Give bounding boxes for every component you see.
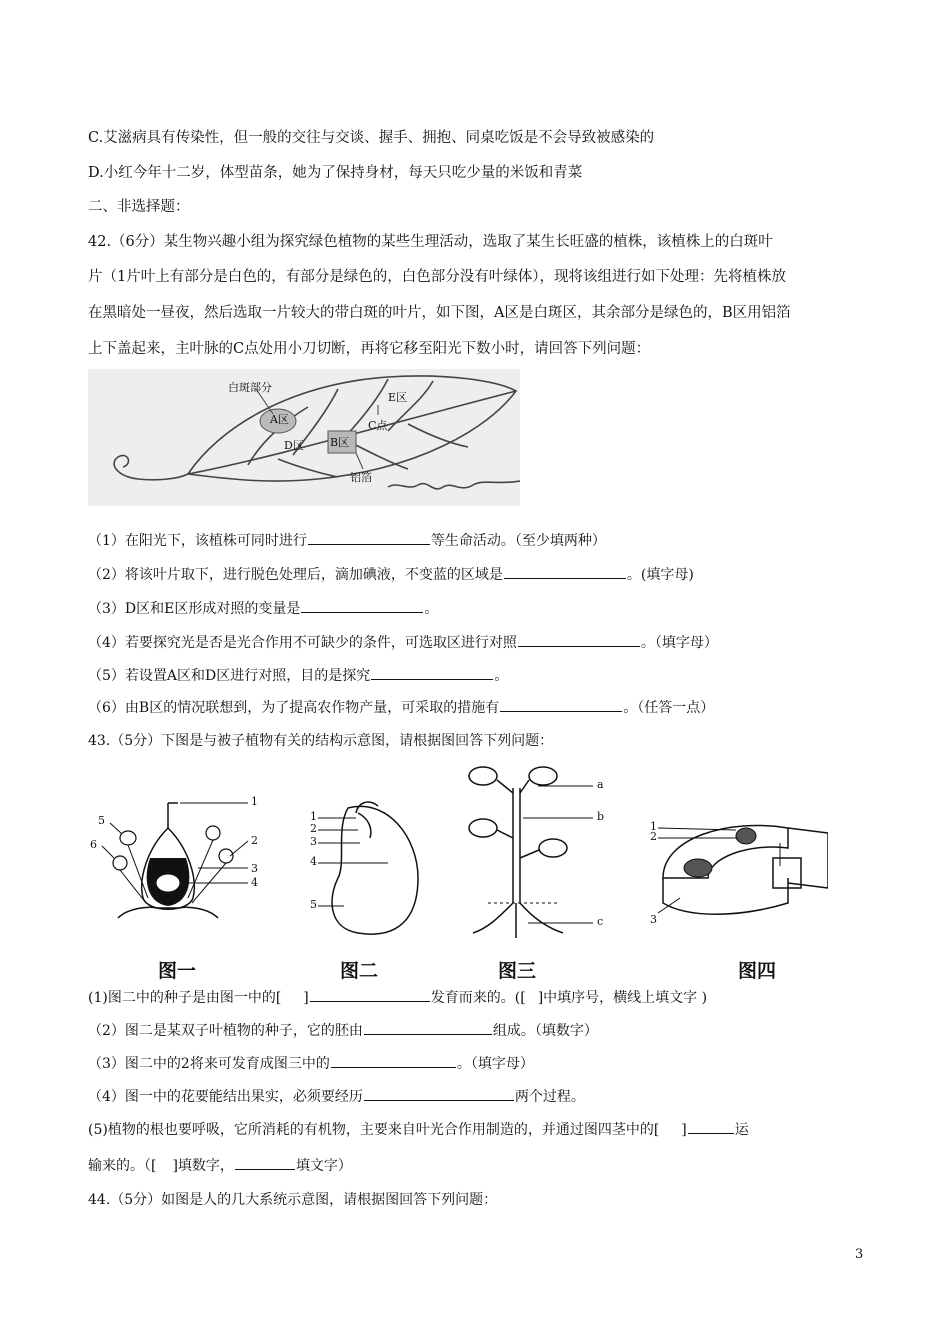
leaf-figure (88, 369, 520, 506)
fig1-label-4: 4 (251, 876, 258, 889)
q43-part3: （3）图二中的2将来可发育成图三中的 。（填字母） (88, 1053, 534, 1074)
answer-blank[interactable] (310, 987, 430, 1002)
fig2-label-3: 3 (310, 835, 317, 848)
label-e-zone: E区 (388, 391, 408, 404)
fig3-label-c: c (597, 915, 604, 928)
q43-part1: (1)图二中的种子是由图一中的[ ] 发育而来的。([ ]中填序号，横线上填文字 ) (88, 987, 707, 1008)
q42-part2: （2）将该叶片取下，进行脱色处理后，滴加碘液，不变蓝的区域是 。(填字母) (88, 564, 694, 585)
plant-structures-diagram (88, 758, 828, 983)
fig2-label-4: 4 (310, 855, 317, 868)
q44-title: 44.（5分）如图是人的几大系统示意图，请根据图回答下列问题： (88, 1192, 498, 1208)
q42-intro-line4: 上下盖起来，主叶脉的C点处用小刀切断，再将它移至阳光下数小时，请回答下列问题： (88, 341, 651, 357)
fig2-label-1: 1 (310, 810, 317, 823)
answer-blank[interactable] (364, 1020, 492, 1035)
plant-structures-figure (88, 758, 828, 983)
answer-blank[interactable] (331, 1053, 456, 1068)
q43-part2: （2）图二是某双子叶植物的种子，它的胚由 组成。（填数字） (88, 1020, 598, 1041)
q43-title: 43.（5分）下图是与被子植物有关的结构示意图，请根据图回答下列问题： (88, 733, 554, 749)
fig1-label-6: 6 (90, 838, 97, 851)
q43-part5-line1: (5)植物的根也要呼吸，它所消耗的有机物，主要来自叶光合作用制造的，并通过图四茎中的[ ] 运 (88, 1119, 749, 1140)
fig1-label-5: 5 (98, 814, 105, 827)
q43-part5-line2: 输来的。（[ ]填数字， 填文字） (88, 1155, 352, 1176)
fig2-title: 图二 (340, 960, 379, 982)
answer-blank[interactable] (688, 1119, 734, 1134)
label-white-part: 白斑部分 (228, 381, 272, 394)
fig4-label-2: 2 (650, 830, 657, 843)
q42-part4: （4）若要探究光是否是光合作用不可缺少的条件，可选取区进行对照 。（填字母） (88, 632, 718, 653)
leaf-diagram (88, 369, 520, 506)
label-c-point: C点 (368, 419, 388, 432)
fig1-label-1: 1 (251, 795, 258, 808)
fig4-title: 图四 (738, 960, 777, 982)
q42-intro-line1: 42.（6分）某生物兴趣小组为探究绿色植物的某些生理活动，选取了某生长旺盛的植株，该植株上的白斑叶 (88, 234, 773, 250)
fig4-label-3: 3 (650, 913, 657, 926)
q42-part1: （1）在阳光下，该植株可同时进行 等生命活动。（至少填两种） (88, 530, 606, 551)
fig1-label-2: 2 (251, 834, 258, 847)
fig1-title: 图一 (158, 960, 197, 982)
answer-blank[interactable] (504, 564, 626, 579)
answer-blank[interactable] (308, 530, 430, 545)
answer-blank[interactable] (235, 1155, 295, 1170)
option-c: C.艾滋病具有传染性，但一般的交往与交谈、握手、拥抱、同桌吃饭是不会导致被感染的 (88, 130, 655, 146)
fig3-label-a: a (597, 778, 604, 791)
section-heading: 二、非选择题： (88, 199, 190, 215)
page-number: 3 (855, 1247, 864, 1262)
answer-blank[interactable] (518, 632, 640, 647)
fig3-title: 图三 (498, 960, 537, 982)
q42-part6: （6）由B区的情况联想到，为了提高农作物产量，可采取的措施有 。（任答一点） (88, 697, 714, 718)
label-a-zone: A区 (270, 413, 289, 426)
fig2-label-5: 5 (310, 898, 317, 911)
answer-blank[interactable] (301, 598, 423, 613)
label-foil: 铝箔 (350, 471, 372, 484)
q42-part5: （5）若设置A区和D区进行对照，目的是探究 。 (88, 665, 508, 686)
answer-blank[interactable] (371, 665, 493, 680)
q42-part3: （3）D区和E区形成对照的变量是 。 (88, 598, 438, 619)
label-b-zone: B区 (330, 436, 350, 449)
q43-part4: （4）图一中的花要能结出果实，必须要经历 两个过程。 (88, 1086, 585, 1107)
label-d-zone: D区 (284, 439, 304, 452)
option-d: D.小红今年十二岁，体型苗条，她为了保持身材，每天只吃少量的米饭和青菜 (88, 165, 583, 181)
fig4-label-1: 1 (650, 820, 657, 833)
answer-blank[interactable] (500, 697, 622, 712)
q42-intro-line3: 在黑暗处一昼夜，然后选取一片较大的带白斑的叶片，如下图，A区是白斑区，其余部分是绿色的，B区用铝箔 (88, 305, 791, 321)
fig1-label-3: 3 (251, 862, 258, 875)
answer-blank[interactable] (364, 1086, 514, 1101)
q42-intro-line2: 片（1片叶上有部分是白色的，有部分是绿色的，白色部分没有叶绿体），现将该组进行如下处理：先将植株放 (88, 269, 786, 285)
fig2-label-2: 2 (310, 822, 317, 835)
fig3-label-b: b (597, 810, 605, 823)
